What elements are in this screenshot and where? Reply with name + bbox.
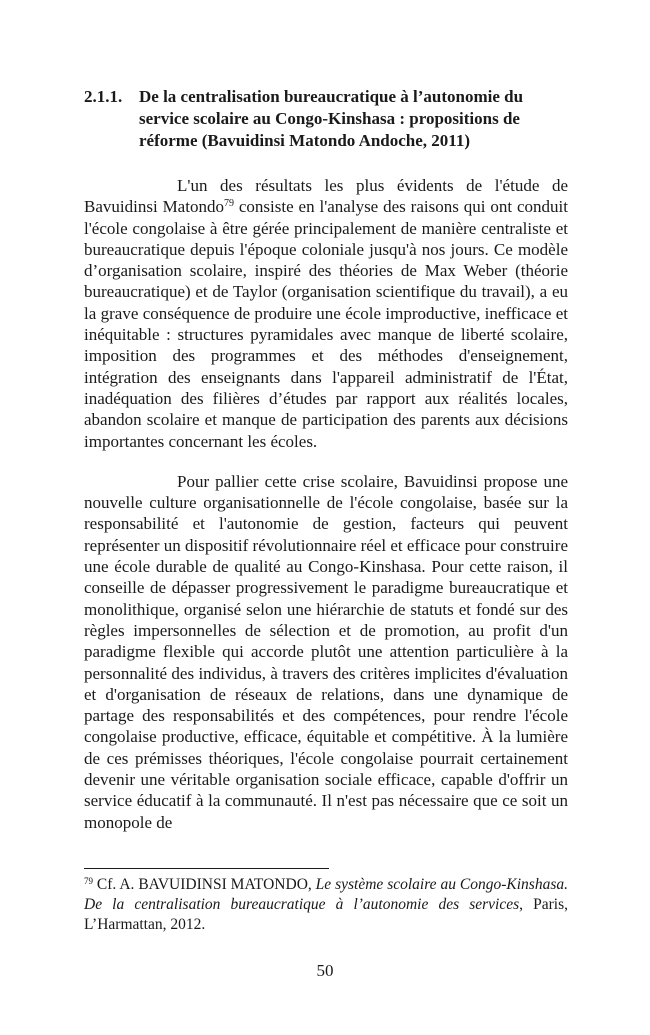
footnote-separator (84, 868, 329, 869)
page-body (84, 86, 568, 833)
footnote-lead: Cf. A. BAVUIDINSI MATONDO, (93, 876, 316, 893)
paragraph-1 (84, 175, 568, 452)
section-title: De la centralisation bureaucratique à l’autonomie du service scolaire au Congo-Kinshasa : propositions de réforme (Bavuidinsi Matondo Andoche, 2011) (139, 87, 524, 150)
footnote-reference[interactable]: 79 (223, 198, 234, 210)
paragraph-2-text: Pour pallier cette crise scolaire, Bavuidinsi propose une nouvelle culture organisationnelle de l'école congolaise, basée sur la responsabilité et l'autonomie de gestion, facteurs qui peuvent représenter un dispositif révolutionnaire réel et efficace pour construire une école durable de qualité au Congo-Kinshasa. Pour cette raison, il conseille de dépasser progressivement le paradigme bureaucratique et monolithique, organisé selon une hiérarchie de statuts et fondé sur des règles impersonnelles de sélection et de promotion, au profit d'un paradigme flexible qui accorde plutôt une attention particulière à la personnalité des individus, à travers des critères implicites d'évaluation et d'organisation de réseaux de relations, dans une dynamique de partage des responsabilités et des compétences, pour rendre l'école congolaise productive, efficace, équitable et compétitive. À la lumière de ces prémisses théoriques, l'école congolaise pourrait certainement devenir une véritable organisation sociale efficace, capable d'offrir un service éducatif à la communauté. Il n'est pas nécessaire que ce soit un monopole de (84, 471, 568, 832)
footnote-book-title: Le système scolaire au Congo-Kinshasa. De la centralisation bureaucratique à l’autonomie des services (84, 876, 568, 913)
footnote-marker: 79 (84, 876, 93, 886)
paragraph-1-text-b: consiste en l'analyse des raisons qui ont conduit l'école congolaise à être gérée principalement de manière centraliste et bureaucratique depuis l'époque coloniale jusqu'à nos jours. Ce modèle d’organisation scolaire, inspiré des théories de Max Weber (théorie bureaucratique) et de Taylor (organisation scientifique du travail), a eu la grave conséquence de produire une école improductive, inefficace et inéquitable : structures pyramidales avec manque de liberté scolaire, imposition des programmes et des méthodes d'enseignement, intégration des enseignants dans l'appareil administratif de l'État, inadéquation des filières d’études par rapport aux réalités locales, abandon scolaire et manque de participation des parents aux décisions importantes concernant les écoles. (84, 197, 568, 451)
paragraph-2 (84, 471, 568, 833)
footnote (84, 875, 568, 935)
paragraph-1-text-a: L'un des résultats les plus évidents de l'étude de Bavuidinsi Matondo (84, 176, 568, 217)
page-number: 50 (316, 961, 334, 980)
section-heading (84, 86, 568, 152)
section-number: 2.1.1. (84, 87, 123, 106)
footnote-tail: , Paris, L’Harmattan, 2012. (84, 896, 569, 933)
